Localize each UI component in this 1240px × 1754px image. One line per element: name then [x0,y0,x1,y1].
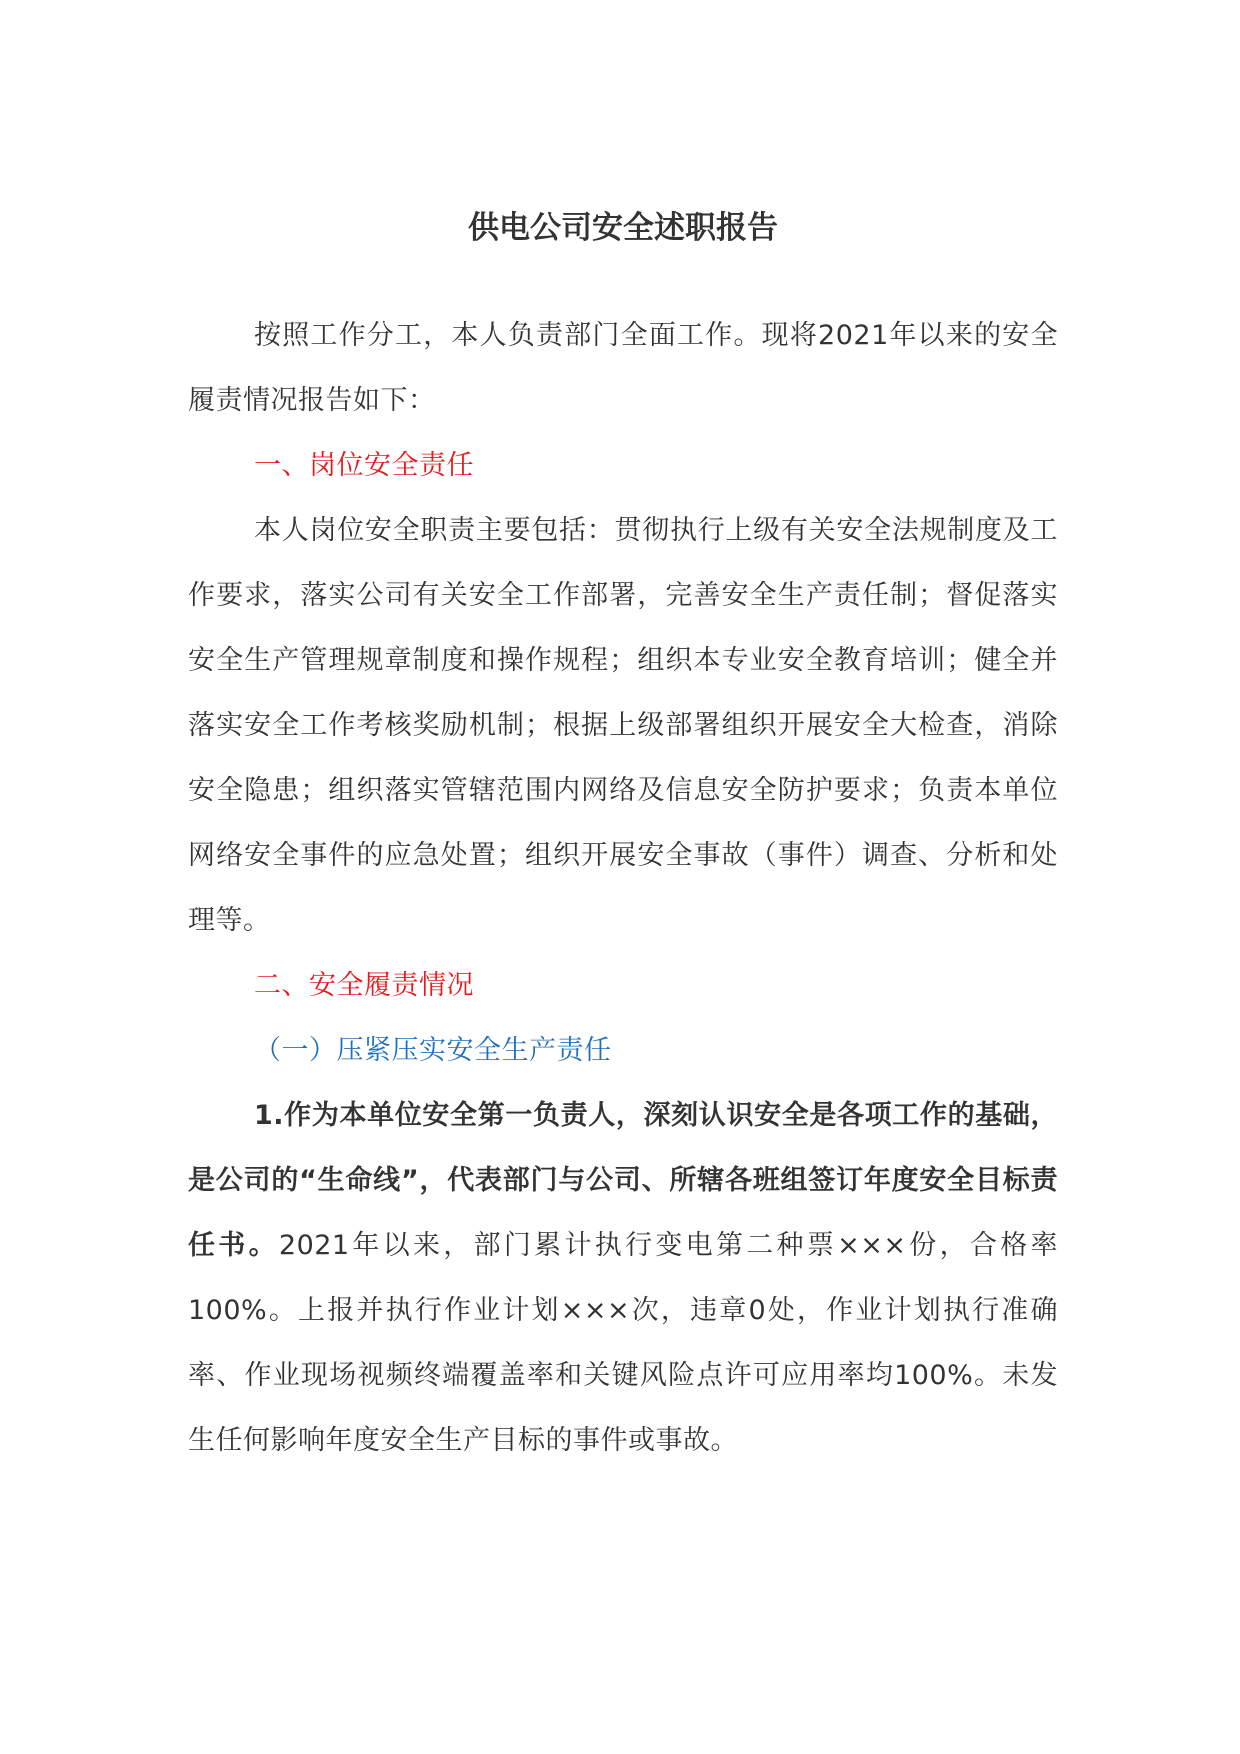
item-1-paragraph [188,1083,1058,1473]
item-1-details: 2021年以来，部门累计执行变电第二种票×××份，合格率100%。上报并执行作业计划×××次，违章0处，作业计划执行准确率、作业现场视频终端覆盖率和关键风险点许可应用率均100%。未发生任何影响年度安全生产目标的事件或事故。 [188,1230,1058,1456]
section-heading-1: 一、岗位安全责任 [254,450,474,481]
intro-paragraph: 按照工作分工，本人负责部门全面工作。现将2021年以来的安全履责情况报告如下： [188,320,1058,416]
document-title: 供电公司安全述职报告 [468,210,778,246]
section-heading-2: 二、安全履责情况 [254,970,474,1001]
item-1-lead-sentence: 1.作为本单位安全第一负责人，深刻认识安全是各项工作的基础，是公司的“生命线”，代表部门与公司、所辖各班组签订年度安全目标责任书。 [188,1100,1058,1261]
document-body [188,303,1058,1473]
subsection-heading-1: （一）压紧压实安全生产责任 [254,1035,612,1066]
section-1-paragraph: 本人岗位安全职责主要包括：贯彻执行上级有关安全法规制度及工作要求，落实公司有关安全工作部署，完善安全生产责任制；督促落实安全生产管理规章制度和操作规程；组织本专业安全教育培训；健全并落实安全工作考核奖励机制；根据上级部署组织开展安全大检查，消除安全隐患；组织落实管辖范围内网络及信息安全防护要求；负责本单位网络安全事件的应急处置；组织开展安全事故（事件）调查、分析和处理等。 [188,515,1058,936]
